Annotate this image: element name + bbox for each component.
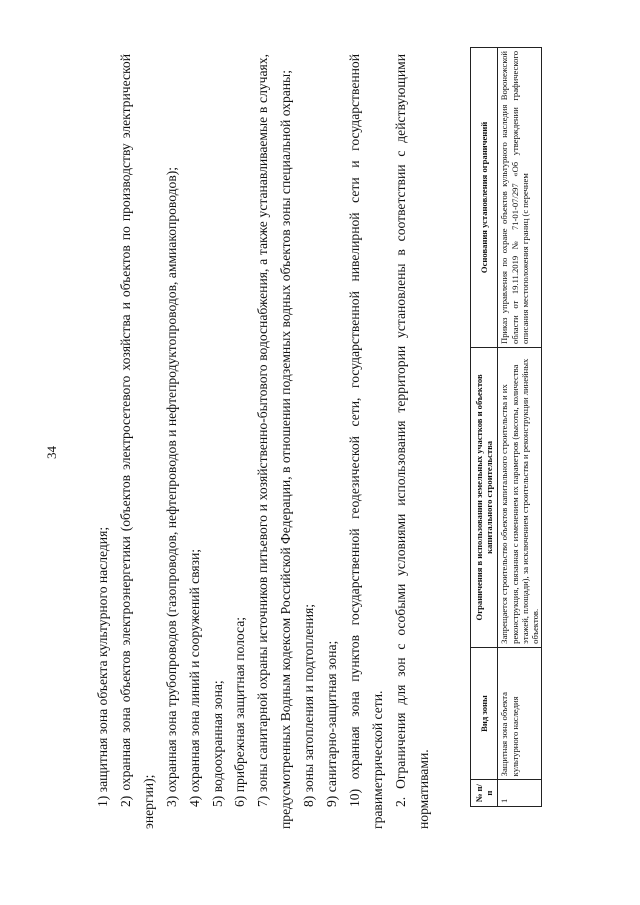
- header-zone-type: Вид зоны: [471, 647, 498, 780]
- paragraph: 7) зоны санитарной охраны источников питьевого и хозяйственно-бытового водоснабжения, а также устанавливаемые в случаях, предусмотренных Водным кодексом Российской Федерации, в отношении подземных водных объектов зоны специальной охраны;: [255, 54, 294, 829]
- paragraph: 10) охранная зона пунктов государственной геодезической сети, государственной нивелирной сети и государственной гравиметрической сети.: [346, 54, 385, 829]
- paragraph: 5) водоохранная зона;: [209, 680, 225, 807]
- header-basis: Основания установления ограничений: [471, 48, 498, 348]
- restrictions-table: [470, 47, 542, 807]
- cell-zone-type: Защитная зона объекта культурного наследия: [498, 647, 542, 780]
- paragraph: 8) зоны затопления и подтопления;: [301, 603, 317, 807]
- page-number: 34: [44, 446, 59, 459]
- cell-basis: Приказ управления по охране объектов культурного наследия Воронежской области от 19.11.2019 № 71-01-07/297 «Об утверждении графического описания местоположения границ (с перечнем: [498, 48, 542, 348]
- paragraph: 6) прибрежная защитная полоса;: [232, 616, 248, 807]
- table-header-row: [471, 48, 498, 807]
- paragraph: 9) санитарно-защитная зона;: [324, 640, 340, 807]
- header-restrictions: Ограничения в использовании земельных участков и объектов капитального строительства: [471, 347, 498, 647]
- header-num: № п/п: [471, 780, 498, 807]
- body-text: [92, 54, 436, 829]
- cell-restrictions: Запрещается строительство объектов капитального строительства и их реконструкция, связанная с изменением их параметров (высоты, количества этажей, площади), за исключением строительства и реконструкции линейных объектов.: [498, 347, 542, 647]
- paragraph: 4) охранная зона линий и сооружений связи;: [186, 548, 202, 807]
- paragraph: 1) защитная зона объекта культурного наследия;: [95, 526, 110, 807]
- paragraph: 2) охранная зона объектов электроэнергетики (объектов электросетевого хозяйства и объектов по производству электрической энергии);: [117, 54, 156, 829]
- paragraph: 2. Ограничения для зон с особыми условиями использования территории установлены в соответствии с действующими нормативами.: [392, 54, 431, 829]
- cell-num: 1: [498, 780, 542, 807]
- paragraph: 3) охранная зона трубопроводов (газопроводов, нефтепроводов и нефтепродуктопроводов, аммиакопроводов);: [163, 166, 179, 807]
- table-row: [498, 48, 542, 807]
